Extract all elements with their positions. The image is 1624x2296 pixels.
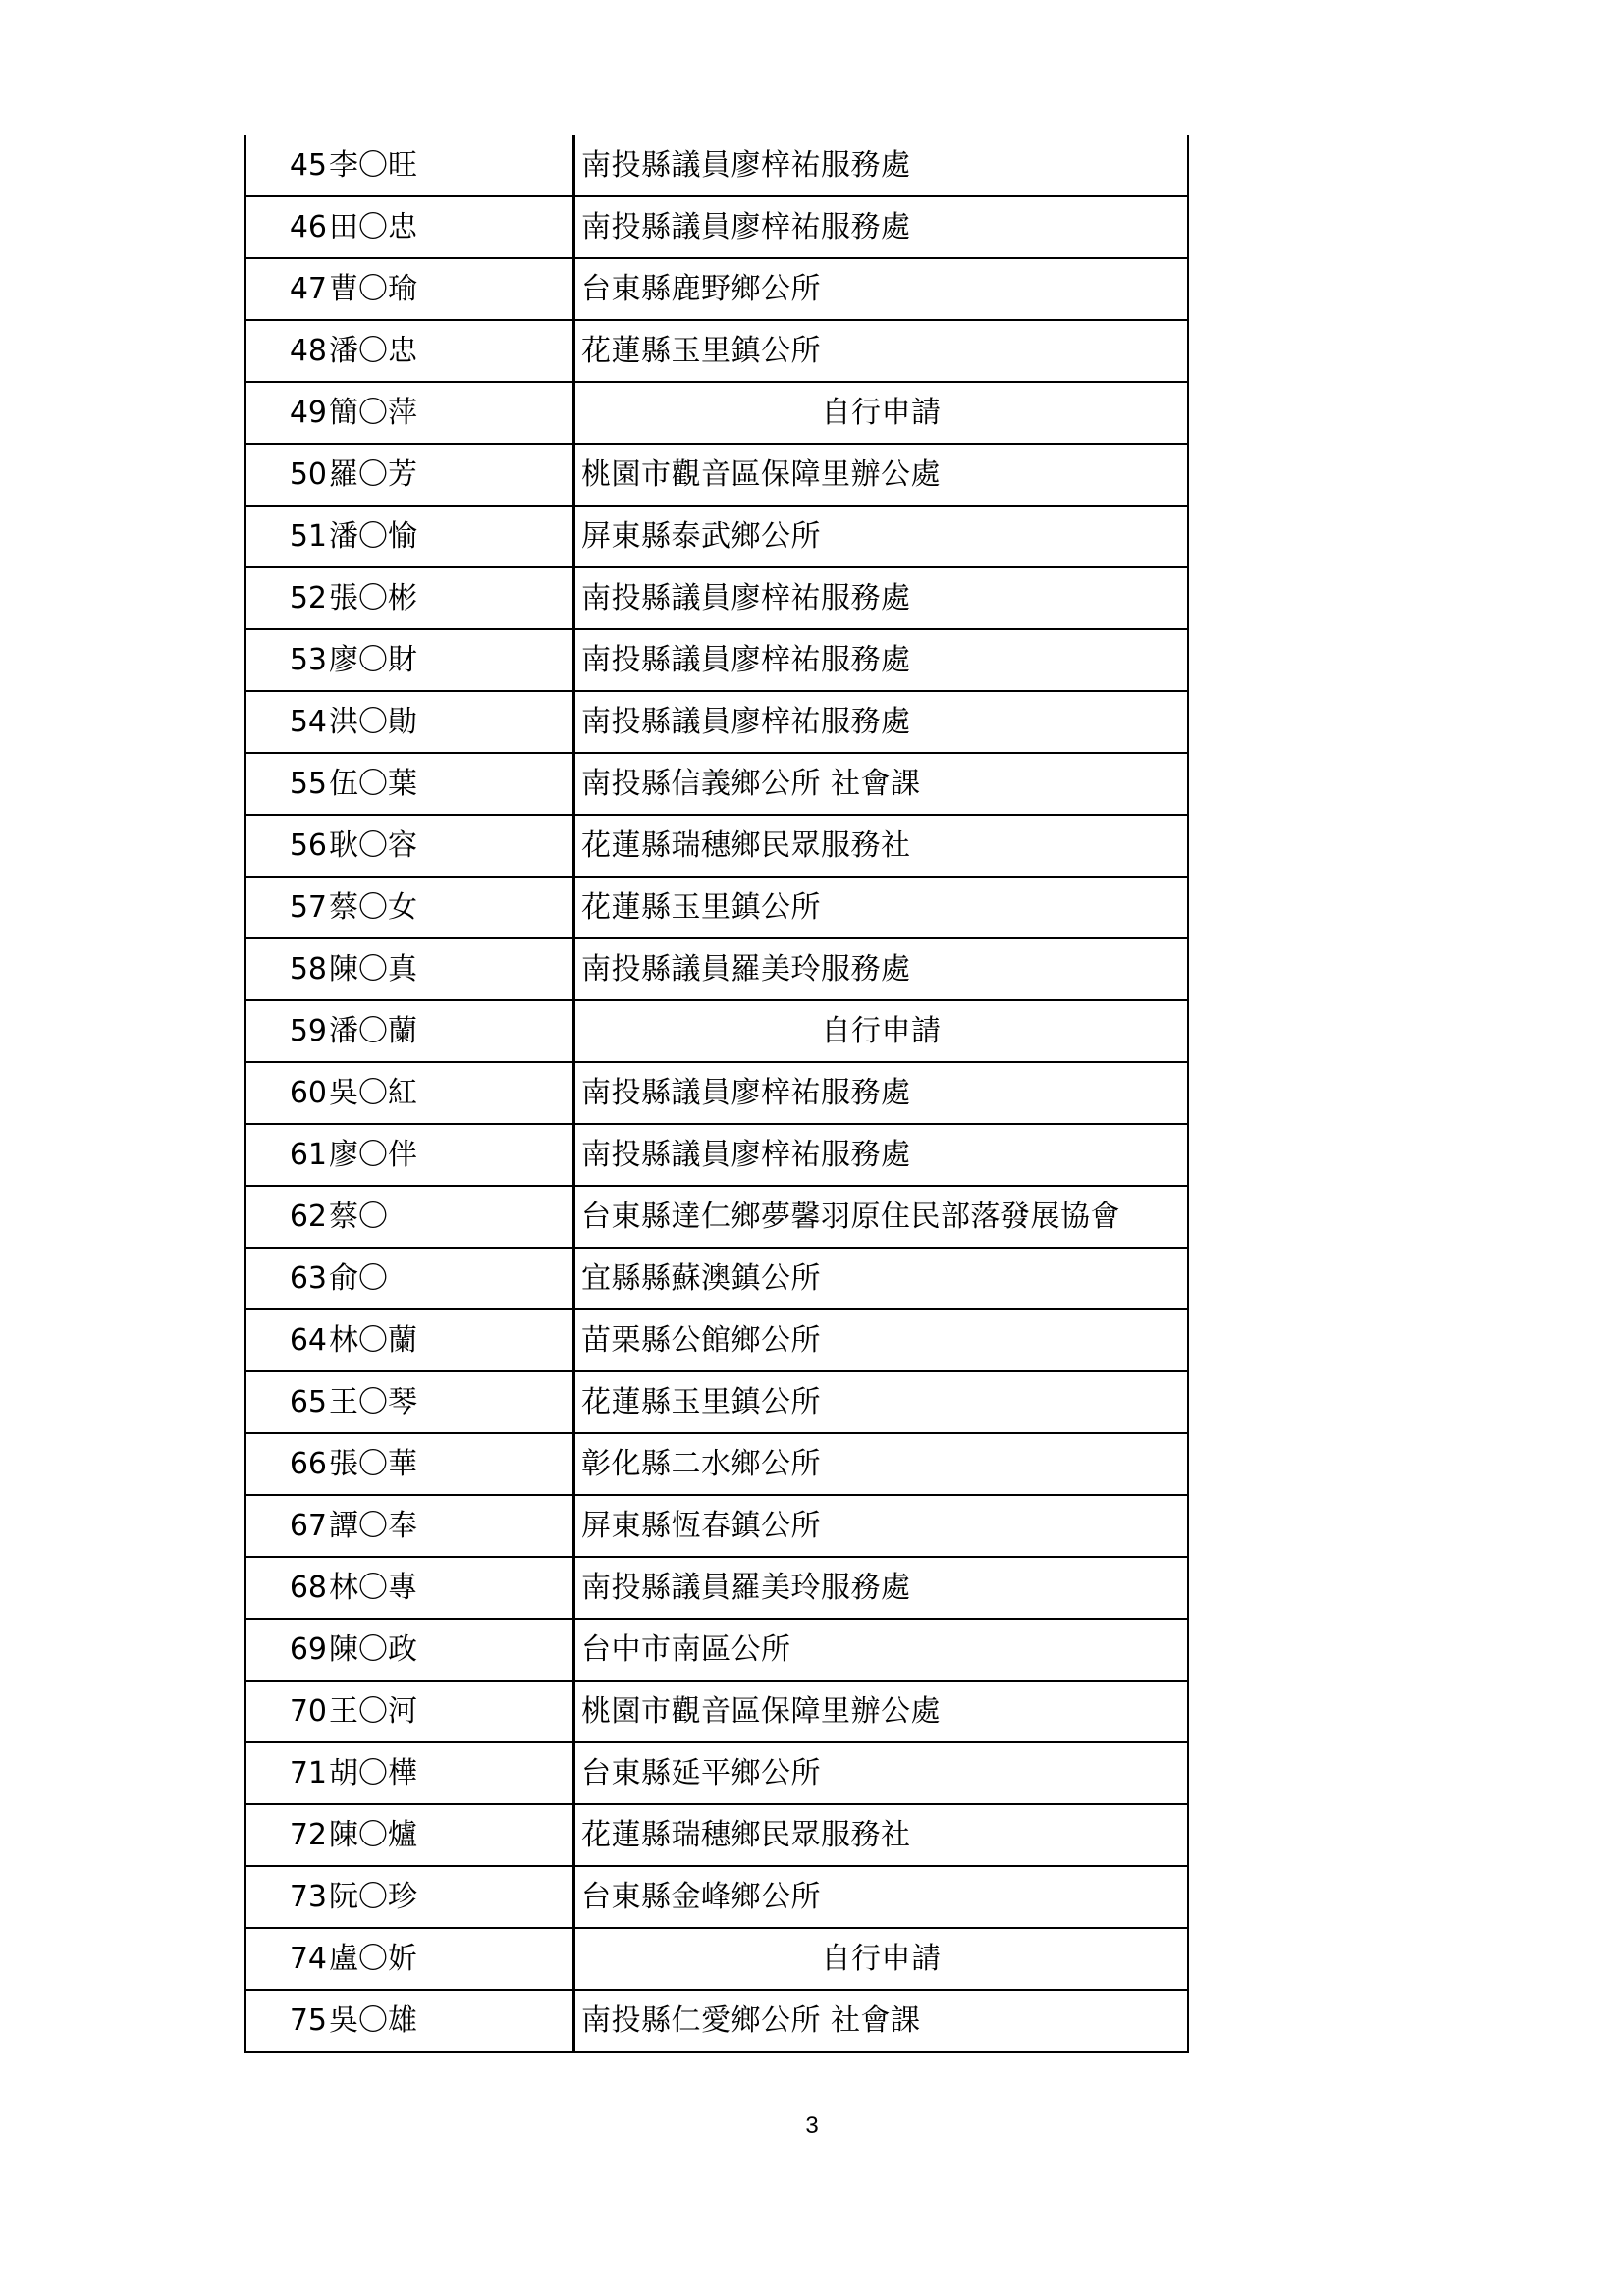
applicant-name-cell: 簡〇萍 [327,382,574,444]
applicant-name-cell: 王〇河 [327,1681,574,1742]
table-row [245,1309,1188,1371]
applicant-name-cell: 王〇琴 [327,1371,574,1433]
referring-organization-cell: 花蓮縣瑞穗鄉民眾服務社 [574,815,1189,877]
table-row [245,1371,1188,1433]
row-number-cell: 62 [245,1186,327,1248]
table-row [245,1804,1188,1866]
referring-organization-cell: 南投縣議員廖梓祐服務處 [574,1062,1189,1124]
referring-organization-cell: 南投縣議員廖梓祐服務處 [574,629,1189,691]
referring-organization-cell: 南投縣仁愛鄉公所 社會課 [574,1990,1189,2052]
applicant-name-cell: 陳〇政 [327,1619,574,1681]
row-number-cell: 61 [245,1124,327,1186]
applicant-name-cell: 吳〇紅 [327,1062,574,1124]
table-row [245,877,1188,938]
applicant-name-cell: 蔡〇 [327,1186,574,1248]
applicant-name-cell: 林〇專 [327,1557,574,1619]
referring-organization-cell: 自行申請 [574,1928,1189,1990]
row-number-cell: 73 [245,1866,327,1928]
referring-organization-cell: 南投縣議員羅美玲服務處 [574,1557,1189,1619]
row-number-cell: 51 [245,506,327,567]
referring-organization-cell: 台東縣金峰鄉公所 [574,1866,1189,1928]
row-number-cell: 69 [245,1619,327,1681]
applicant-name-cell: 羅〇芳 [327,444,574,506]
table-row [245,1928,1188,1990]
page-number: 3 [805,2112,819,2139]
referring-organization-cell: 屏東縣泰武鄉公所 [574,506,1189,567]
table-row [245,1742,1188,1804]
row-number-cell: 63 [245,1248,327,1309]
table-row [245,629,1188,691]
table-row [245,444,1188,506]
applicant-name-cell: 吳〇雄 [327,1990,574,2052]
row-number-cell: 57 [245,877,327,938]
row-number-cell: 66 [245,1433,327,1495]
referring-organization-cell: 南投縣議員廖梓祐服務處 [574,135,1189,196]
row-number-cell: 48 [245,320,327,382]
table-row [245,1990,1188,2052]
applicant-name-cell: 潘〇愉 [327,506,574,567]
applicant-name-cell: 伍〇葉 [327,753,574,815]
table-row [245,135,1188,196]
table-row [245,1557,1188,1619]
referring-organization-cell: 花蓮縣玉里鎮公所 [574,320,1189,382]
applicant-name-cell: 胡〇樺 [327,1742,574,1804]
applicant-name-cell: 曹〇瑜 [327,258,574,320]
applicant-table [244,135,1189,2053]
table-row [245,1000,1188,1062]
row-number-cell: 46 [245,196,327,258]
applicant-name-cell: 阮〇珍 [327,1866,574,1928]
referring-organization-cell: 花蓮縣玉里鎮公所 [574,1371,1189,1433]
referring-organization-cell: 台東縣延平鄉公所 [574,1742,1189,1804]
referring-organization-cell: 彰化縣二水鄉公所 [574,1433,1189,1495]
row-number-cell: 72 [245,1804,327,1866]
referring-organization-cell: 南投縣議員廖梓祐服務處 [574,567,1189,629]
referring-organization-cell: 南投縣議員廖梓祐服務處 [574,196,1189,258]
referring-organization-cell: 台東縣鹿野鄉公所 [574,258,1189,320]
referring-organization-cell: 南投縣議員廖梓祐服務處 [574,691,1189,753]
row-number-cell: 52 [245,567,327,629]
applicant-name-cell: 張〇華 [327,1433,574,1495]
applicant-name-cell: 張〇彬 [327,567,574,629]
applicant-name-cell: 廖〇伴 [327,1124,574,1186]
table-row [245,1124,1188,1186]
row-number-cell: 60 [245,1062,327,1124]
referring-organization-cell: 台中市南區公所 [574,1619,1189,1681]
row-number-cell: 53 [245,629,327,691]
table-row [245,1495,1188,1557]
table-row [245,1186,1188,1248]
row-number-cell: 74 [245,1928,327,1990]
referring-organization-cell: 桃園市觀音區保障里辦公處 [574,444,1189,506]
row-number-cell: 67 [245,1495,327,1557]
row-number-cell: 71 [245,1742,327,1804]
referring-organization-cell: 南投縣議員廖梓祐服務處 [574,1124,1189,1186]
applicant-name-cell: 廖〇財 [327,629,574,691]
row-number-cell: 68 [245,1557,327,1619]
table-row [245,753,1188,815]
referring-organization-cell: 自行申請 [574,1000,1189,1062]
table-row [245,196,1188,258]
applicant-name-cell: 陳〇真 [327,938,574,1000]
applicant-name-cell: 潘〇忠 [327,320,574,382]
table-row [245,258,1188,320]
row-number-cell: 59 [245,1000,327,1062]
row-number-cell: 58 [245,938,327,1000]
applicant-name-cell: 潘〇蘭 [327,1000,574,1062]
applicant-name-cell: 蔡〇女 [327,877,574,938]
referring-organization-cell: 南投縣信義鄉公所 社會課 [574,753,1189,815]
row-number-cell: 49 [245,382,327,444]
row-number-cell: 45 [245,135,327,196]
applicant-name-cell: 盧〇妡 [327,1928,574,1990]
table-row [245,320,1188,382]
applicant-name-cell: 陳〇爐 [327,1804,574,1866]
row-number-cell: 47 [245,258,327,320]
row-number-cell: 65 [245,1371,327,1433]
applicant-name-cell: 李〇旺 [327,135,574,196]
referring-organization-cell: 屏東縣恆春鎮公所 [574,1495,1189,1557]
table-row [245,1681,1188,1742]
row-number-cell: 70 [245,1681,327,1742]
table-row [245,938,1188,1000]
applicant-table-body [245,135,1188,2052]
row-number-cell: 54 [245,691,327,753]
referring-organization-cell: 台東縣達仁鄉夢馨羽原住民部落發展協會 [574,1186,1189,1248]
table-row [245,567,1188,629]
table-row [245,691,1188,753]
table-row [245,506,1188,567]
applicant-name-cell: 田〇忠 [327,196,574,258]
row-number-cell: 55 [245,753,327,815]
referring-organization-cell: 宜縣縣蘇澳鎮公所 [574,1248,1189,1309]
applicant-name-cell: 洪〇勛 [327,691,574,753]
row-number-cell: 75 [245,1990,327,2052]
table-row [245,1062,1188,1124]
table-row [245,1619,1188,1681]
applicant-name-cell: 林〇蘭 [327,1309,574,1371]
referring-organization-cell: 自行申請 [574,382,1189,444]
referring-organization-cell: 花蓮縣瑞穗鄉民眾服務社 [574,1804,1189,1866]
referring-organization-cell: 桃園市觀音區保障里辦公處 [574,1681,1189,1742]
table-row [245,382,1188,444]
row-number-cell: 56 [245,815,327,877]
referring-organization-cell: 南投縣議員羅美玲服務處 [574,938,1189,1000]
applicant-name-cell: 俞〇 [327,1248,574,1309]
table-row [245,1248,1188,1309]
referring-organization-cell: 花蓮縣玉里鎮公所 [574,877,1189,938]
table-row [245,1866,1188,1928]
table-row [245,1433,1188,1495]
row-number-cell: 64 [245,1309,327,1371]
applicant-name-cell: 耿〇容 [327,815,574,877]
table-row [245,815,1188,877]
applicant-name-cell: 譚〇奉 [327,1495,574,1557]
row-number-cell: 50 [245,444,327,506]
referring-organization-cell: 苗栗縣公館鄉公所 [574,1309,1189,1371]
